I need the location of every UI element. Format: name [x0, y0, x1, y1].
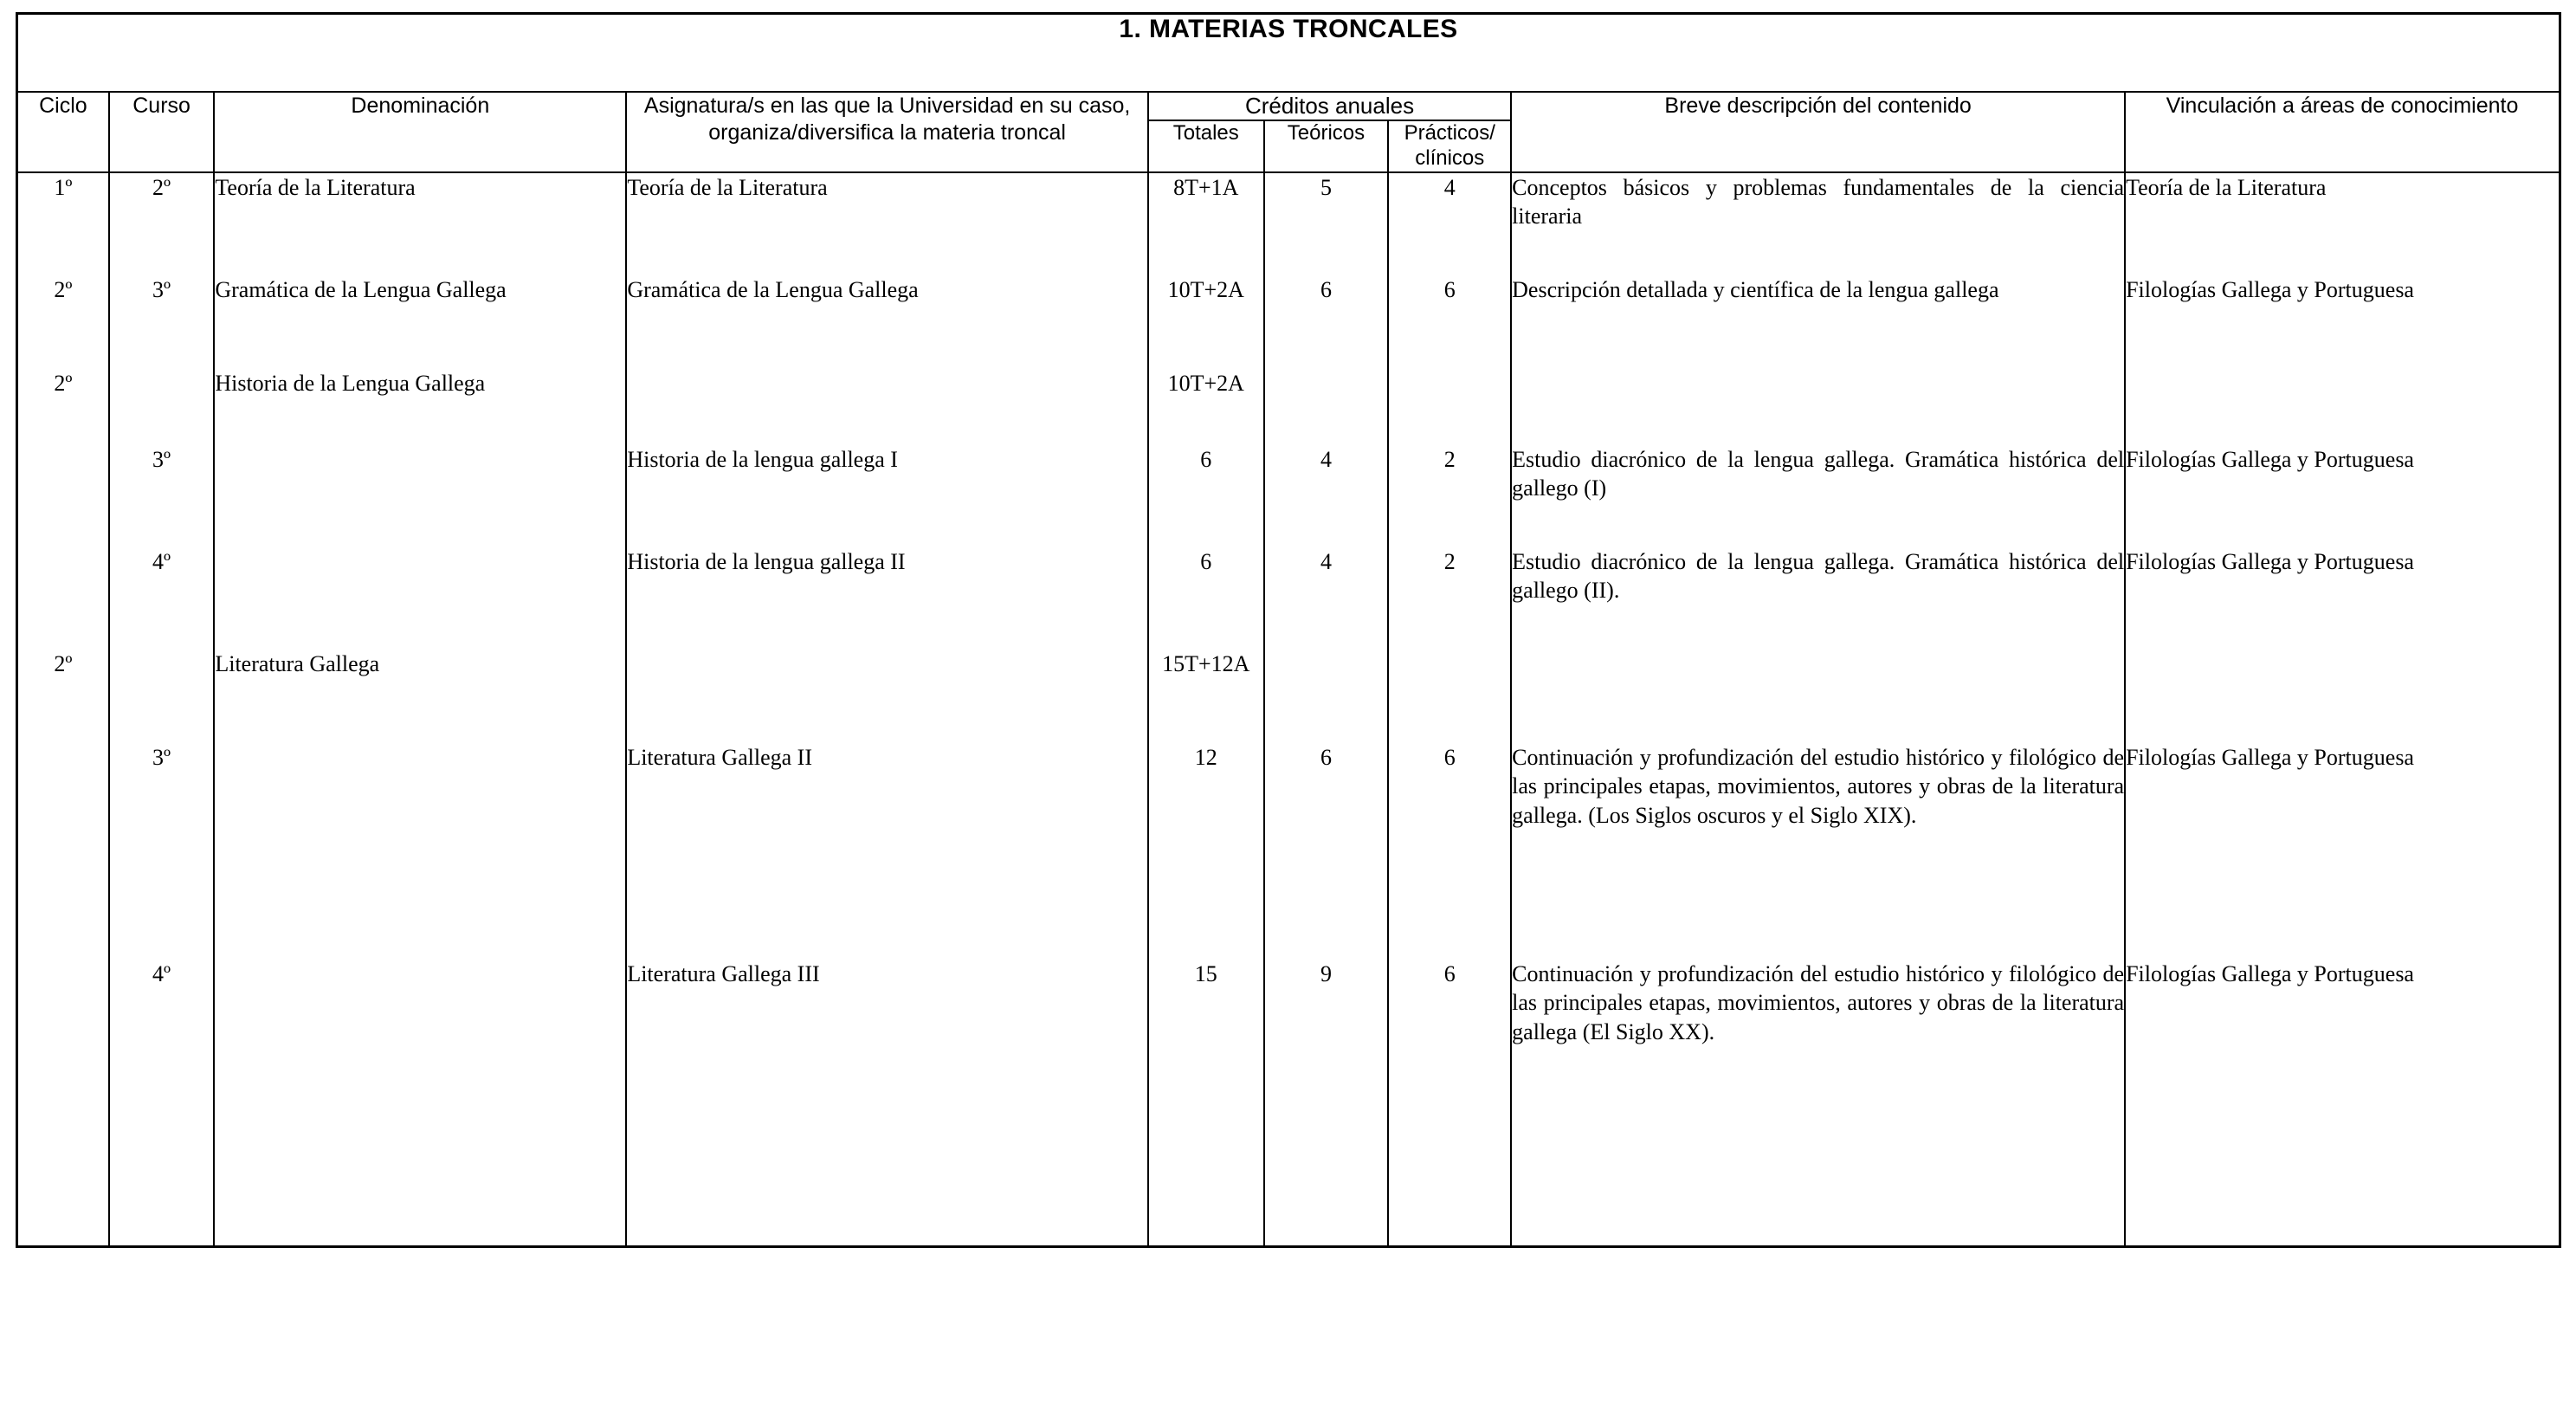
header-row-top — [17, 92, 2560, 120]
cell-vinculacion: Filologías Gallega y Portuguesa — [2125, 275, 2560, 369]
cell-practicos: 2 — [1388, 547, 1511, 650]
cell-teoricos — [1264, 369, 1389, 445]
cell-descripcion: Conceptos básicos y problemas fundamentales de la ciencia literaria — [1511, 172, 2125, 275]
cell-descripcion: Estudio diacrónico de la lengua gallega. Gramática histórica del gallego (II). — [1511, 547, 2125, 650]
header-practicos: Prácticos/ clínicos — [1388, 120, 1511, 172]
cell-denominacion: Literatura Gallega — [214, 650, 626, 743]
cell-curso: 3º — [109, 743, 215, 960]
cell-asignatura: Teoría de la Literatura — [626, 172, 1148, 275]
cell-asignatura: Gramática de la Lengua Gallega — [626, 275, 1148, 369]
cell-denominacion — [214, 445, 626, 547]
cell-curso: 4º — [109, 547, 215, 650]
table-row — [17, 743, 2560, 960]
cell-totales: 15T+12A — [1148, 650, 1264, 743]
cell-asignatura: Literatura Gallega II — [626, 743, 1148, 960]
cell-totales: 8T+1A — [1148, 172, 1264, 275]
title-row — [17, 14, 2560, 93]
cell-ciclo — [17, 547, 109, 650]
cell-curso: 4º — [109, 960, 215, 1247]
cell-practicos: 4 — [1388, 172, 1511, 275]
cell-ciclo: 1º — [17, 172, 109, 275]
cell-totales: 15 — [1148, 960, 1264, 1247]
cell-vinculacion — [2125, 650, 2560, 743]
table-row — [17, 445, 2560, 547]
cell-descripcion: Continuación y profundización del estudio histórico y filológico de las principales etapas, movimientos, autores y obras de la literatura gallega. (Los Siglos oscuros y el Siglo XIX). — [1511, 743, 2125, 960]
cell-vinculacion — [2125, 369, 2560, 445]
cell-teoricos: 5 — [1264, 172, 1389, 275]
cell-descripcion — [1511, 650, 2125, 743]
cell-totales: 10T+2A — [1148, 275, 1264, 369]
header-totales: Totales — [1148, 120, 1264, 172]
cell-ciclo — [17, 960, 109, 1247]
cell-practicos — [1388, 650, 1511, 743]
cell-asignatura: Historia de la lengua gallega II — [626, 547, 1148, 650]
cell-vinculacion: Teoría de la Literatura — [2125, 172, 2560, 275]
cell-totales: 6 — [1148, 445, 1264, 547]
table-row — [17, 650, 2560, 743]
cell-vinculacion: Filologías Gallega y Portuguesa — [2125, 743, 2560, 960]
cell-curso — [109, 650, 215, 743]
table-row — [17, 172, 2560, 275]
cell-curso: 2º — [109, 172, 215, 275]
cell-denominacion: Teoría de la Literatura — [214, 172, 626, 275]
cell-vinculacion: Filologías Gallega y Portuguesa — [2125, 547, 2560, 650]
cell-vinculacion: Filologías Gallega y Portuguesa — [2125, 445, 2560, 547]
cell-totales: 12 — [1148, 743, 1264, 960]
header-asignaturas: Asignatura/s en las que la Universidad en su caso, organiza/diversifica la materia troncal — [626, 92, 1148, 172]
header-ciclo: Ciclo — [17, 92, 109, 172]
cell-descripcion: Descripción detallada y científica de la lengua gallega — [1511, 275, 2125, 369]
cell-denominacion — [214, 743, 626, 960]
cell-ciclo: 2º — [17, 650, 109, 743]
cell-teoricos: 4 — [1264, 547, 1389, 650]
cell-curso — [109, 369, 215, 445]
header-curso: Curso — [109, 92, 215, 172]
cell-ciclo — [17, 743, 109, 960]
header-denominacion: Denominación — [214, 92, 626, 172]
cell-asignatura — [626, 650, 1148, 743]
cell-denominacion: Historia de la Lengua Gallega — [214, 369, 626, 445]
cell-descripcion: Continuación y profundización del estudio histórico y filológico de las principales etapas, movimientos, autores y obras de la literatura gallega (El Siglo XX). — [1511, 960, 2125, 1247]
cell-practicos: 6 — [1388, 275, 1511, 369]
cell-curso: 3º — [109, 275, 215, 369]
cell-asignatura: Historia de la lengua gallega I — [626, 445, 1148, 547]
cell-descripcion — [1511, 369, 2125, 445]
cell-teoricos — [1264, 650, 1389, 743]
cell-asignatura: Literatura Gallega III — [626, 960, 1148, 1247]
table-row — [17, 275, 2560, 369]
table-row — [17, 960, 2560, 1247]
cell-ciclo: 2º — [17, 369, 109, 445]
cell-totales: 10T+2A — [1148, 369, 1264, 445]
cell-practicos: 6 — [1388, 960, 1511, 1247]
table-row — [17, 369, 2560, 445]
header-creditos-anuales: Créditos anuales — [1148, 92, 1511, 120]
cell-teoricos: 9 — [1264, 960, 1389, 1247]
cell-teoricos: 6 — [1264, 743, 1389, 960]
cell-asignatura — [626, 369, 1148, 445]
materias-troncales-table — [16, 12, 2561, 1248]
cell-teoricos: 4 — [1264, 445, 1389, 547]
table-row — [17, 547, 2560, 650]
cell-denominacion — [214, 547, 626, 650]
cell-descripcion: Estudio diacrónico de la lengua gallega. Gramática histórica del gallego (I) — [1511, 445, 2125, 547]
cell-practicos: 6 — [1388, 743, 1511, 960]
cell-denominacion — [214, 960, 626, 1247]
cell-vinculacion: Filologías Gallega y Portuguesa — [2125, 960, 2560, 1247]
cell-teoricos: 6 — [1264, 275, 1389, 369]
cell-ciclo: 2º — [17, 275, 109, 369]
cell-totales: 6 — [1148, 547, 1264, 650]
header-descripcion: Breve descripción del contenido — [1511, 92, 2125, 172]
cell-practicos: 2 — [1388, 445, 1511, 547]
page-title: 1. MATERIAS TRONCALES — [17, 14, 2560, 93]
cell-practicos — [1388, 369, 1511, 445]
header-teoricos: Teóricos — [1264, 120, 1389, 172]
cell-denominacion: Gramática de la Lengua Gallega — [214, 275, 626, 369]
cell-curso: 3º — [109, 445, 215, 547]
header-vinculacion: Vinculación a áreas de conocimiento — [2125, 92, 2560, 172]
cell-ciclo — [17, 445, 109, 547]
